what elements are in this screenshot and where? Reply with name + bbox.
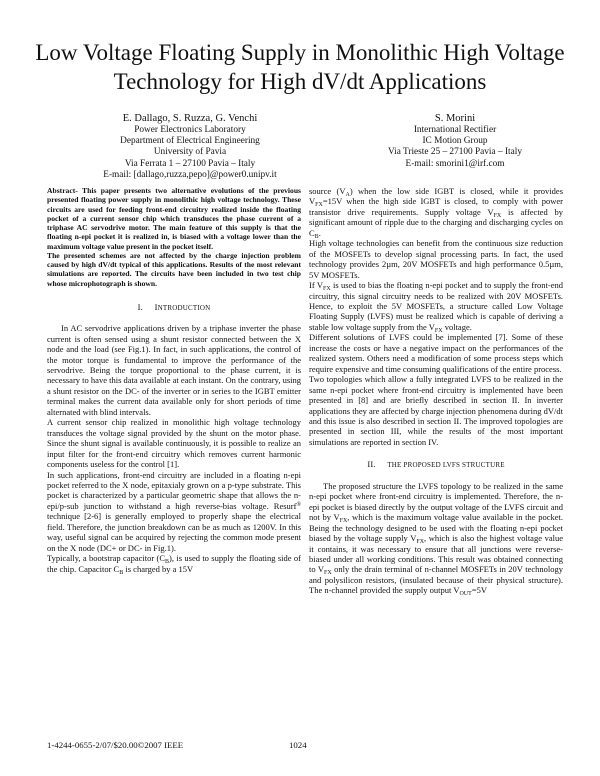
text-run: is affected by significant amount of ripple due to the charging and discharging cycles on C (309, 206, 563, 238)
section-heading-proposed-structure (309, 459, 563, 470)
text-run: source (V (309, 186, 346, 196)
body-paragraph: Two topologies which allow a fully integrated LVFS to be realized in the same n-epi pocket where front-end circuitry is implemented have been presented in [8] and are briefly described in section II. In inverter applications they are affected by charge injection phenomena during dV/dt and this issue is also described in section II. The improved topologies are presented in section III, while the results of the most important simulations are reported in section IV. (309, 374, 563, 447)
text-run: =15V when the high side IGBT is closed, to comply with power transistor drive requirements. Supply voltage V (309, 196, 563, 217)
text-run: is charged by a 15V (123, 563, 194, 574)
body-paragraph: In AC servodrive applications driven by a triphase inverter the phase current is often sensed using a shunt resistor connected between the X node and the load (see Fig.1). In fact, in such applications, the control of the motor torque is fundamental to improve the performance of the servodrive. Being the torque proportional to the phase current, it is necessary to have this data available at each instant. On the contrary, using a shunt resistor on the DC- of the inverter or in series to the IGBT emitter terminal makes the current data available only for short periods of time alternated with blind intervals. (47, 323, 301, 417)
text-run: Typically, a bootstrap capacitor (C (47, 553, 166, 564)
subscript: FX (339, 518, 348, 525)
text-run: only the drain terminal of n-channel MOSFETs in 20V technology and polysilicon resistors, (insulated because of their physical structure). The n-channel provided the supply output V (309, 564, 563, 596)
paper-title: Low Voltage Floating Supply in Monolithic High Voltage Technology for High dV/dt Applications (35, 40, 565, 94)
subscript: A (345, 192, 350, 198)
body-paragraph: Different solutions of LVFS could be implemented [7]. Some of these increase the costs or have a negative impact on the performances of the realized system. Others need a modification of some process steps which require expensive and time consuming qualifications of the entire process. (309, 332, 563, 374)
author-block-pavia (55, 112, 325, 181)
text-run: technique [2-6] is generally employed to properly shape the electrical field. Therefore, the junction breakdown can be as much as 1200V. In this way, useful signal can be acquired by rejecting the common mode present on the X node (DC+ or DC- in Fig.1). (47, 511, 301, 553)
body-paragraph (47, 470, 301, 554)
subscript: B (119, 569, 124, 576)
subscript: FX (434, 327, 443, 334)
footer-copyright: 1-4244-0655-2/07/$20.00©2007 IEEE (47, 740, 184, 750)
body-paragraph: A current sensor chip realized in monolithic high voltage technology transduces the voltage signal provided by the shunt on the motor phase. Since the shunt signal is available continuously, it is possible to realize an input filter for the front-end circuitry which removes current harmonic components useless for the control [1]. (47, 417, 301, 470)
author-affiliation-line: IC Motion Group (422, 136, 488, 147)
registered-mark: ® (296, 501, 301, 508)
abstract-paragraph-2: The presented schemes are not affected by the charge injection problem caused by high dV/dt typical of this applications. Results of the most relevant simulations are reported. The circuits have been included in two test chip whose microphotograph is shown. (47, 250, 301, 288)
text-run: , which is the maximum voltage value available in the pocket. Being the technology designed to be used with the floating n-epi pocket biased by the voltage supply V (309, 512, 563, 544)
section-title-initial: I (154, 301, 158, 312)
body-paragraph (309, 280, 563, 332)
section-title-rest: NTRODUCTION (157, 303, 211, 312)
author-affiliation-line: Via Trieste 25 – 27100 Pavia – Italy (388, 147, 522, 158)
body-paragraph (47, 553, 301, 574)
body-paragraph: High voltage technologies can benefit from the continuous size reduction of the MOSFETs to develop signal processing parts. In fact, the used technology provides 2µm, 20V MOSFETs and high performance 0.5µm, 5V MOSFETs. (309, 238, 563, 280)
abstract-lead: Abstract- (47, 186, 78, 195)
author-names: E. Dallago, S. Ruzza, G. Venchi (122, 113, 258, 124)
section-title: THE PROPOSED LVFS STRUCTURE (387, 461, 505, 470)
section-heading-introduction (47, 302, 301, 313)
section-number: I. (137, 301, 143, 312)
text-run: ), is used to supply the floating side of the chip. Capacitor C (47, 553, 301, 574)
author-email: E-mail: smorini1@irf.com (405, 158, 505, 169)
author-email: E-mail: [dallago,ruzza,pepo]@power0.unipv.it (103, 169, 277, 180)
author-affiliation-line: University of Pavia (153, 147, 227, 158)
author-affiliation-line: Via Ferrata 1 – 27100 Pavia – Italy (124, 158, 256, 169)
text-run: . (318, 227, 321, 238)
text-run: , which is also the highest voltage value it contains, it was necessary to ensure that all junctions were reverse-biased under all working conditions. This result was obtained connecting to V (309, 533, 563, 575)
page-number: 1024 (289, 740, 307, 750)
subscript: FX (315, 202, 323, 209)
right-column (309, 186, 563, 596)
subscript: FX (322, 286, 331, 293)
abstract (47, 186, 301, 251)
subscript: FX (324, 570, 332, 577)
subscript: OUT (459, 591, 472, 598)
subscript: B (314, 233, 319, 240)
author-names: S. Morini (434, 113, 476, 124)
author-affiliation-line: Power Electronics Laboratory (134, 125, 246, 135)
text-run: =5V (471, 585, 487, 596)
subscript: FX (493, 212, 502, 219)
text-run: If V (309, 280, 323, 291)
subscript: FX (416, 539, 425, 546)
text-run: is used to bias the floating n-epi pocket and to supply the front-end circuitry, this signal circuitry needs to be realized with 20V MOSFETs. Hence, to exploit the 5V MOSFETs, a structure called Low Voltage Floating Supply (LVFS) must be realized which is capable of deriving a stable low voltage supply from the V (309, 280, 563, 332)
text-run: ) when the low side IGBT is closed, while it provides V (309, 186, 564, 207)
author-affiliation-line: International Rectifier (413, 125, 497, 135)
left-column (47, 186, 301, 574)
author-block-irf (320, 112, 590, 170)
body-paragraph (309, 481, 563, 596)
text-run: The proposed structure the LVFS topology to be realized in the same n-epi pocket where front-end circuitry is implemented. Therefore, the n-epi pocket is biased directly by the output voltage of the LVFS circuit and not by V (309, 480, 563, 523)
text-run: voltage. (442, 321, 472, 332)
abstract-text: This paper presents two alternative evolutions of the previous presented floating power supply in monolithic high voltage technology. These circuits are used for feeding front-end circuitry realized inside the floating pocket of a current sensor chip which transduces the phase current of a triphase AC servodrive motor. The main feature of this supply is that the floating n-epi pocket it is realized in, is biased with a voltage lower than the maximum voltage value present in the pocket itself. (47, 186, 301, 251)
text-run: In such applications, front-end circuitry are included in a floating n-epi pocket referred to the X node, epitaxialy grown on a p-type substrate. This pocket is characterized by a particular geometric shape that allows the n-epi/p-sub junction to withstand a high reverse-bias voltage. Resurf (47, 469, 301, 511)
section-number: II. (367, 459, 376, 470)
author-affiliation-line: Department of Electrical Engineering (120, 136, 260, 147)
body-paragraph (309, 186, 563, 238)
subscript: B (165, 559, 170, 566)
